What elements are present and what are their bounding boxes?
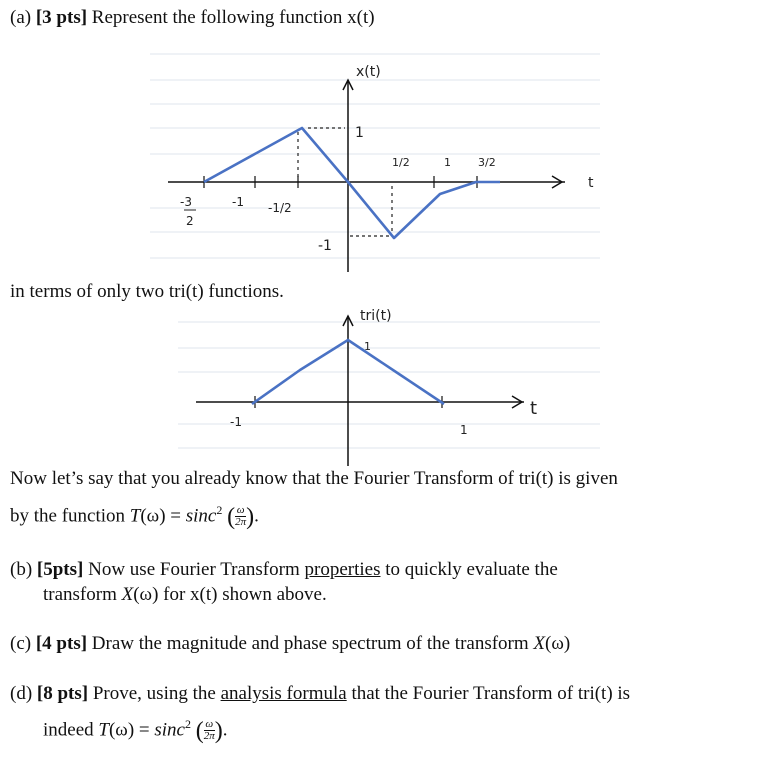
part-b-line1 [10, 558, 558, 582]
part-b-line2 [43, 583, 327, 607]
xt-tick-one: 1 [444, 156, 451, 169]
part-d-fraction: $\frac{\omega}{2\pi}$ [203, 718, 215, 743]
paragraph-omega: (ω) [140, 505, 166, 527]
paragraph-end: . [254, 505, 259, 527]
xt-tick-three-half: 3/2 [478, 156, 496, 169]
part-d-label: (d) [10, 683, 33, 704]
part-b-line2-suffix: for x(t) shown above. [158, 584, 327, 605]
part-d-omega: (ω) [108, 719, 135, 741]
part-c-points: [4 pts] [35, 633, 88, 654]
trit-axis-label: tri(t) [360, 308, 392, 324]
xt-tick-neg-half: -1/2 [268, 201, 292, 215]
part-d-end: . [222, 719, 228, 741]
part-d-T: T [98, 719, 109, 741]
between-text: in terms of only two tri(t) functions. [10, 281, 284, 302]
part-b-text2: to quickly evaluate the [380, 559, 558, 580]
part-b-label: (b) [10, 559, 33, 580]
part-c-X: X [533, 633, 546, 654]
part-d-line2-prefix: indeed [43, 719, 99, 741]
paragraph-fraction: $\frac{\omega}{2\pi}$ [235, 504, 247, 529]
part-d-exp: 2 [184, 717, 191, 731]
part-d-analysis-link[interactable]: analysis formula [220, 683, 347, 704]
part-b-omega: (ω) [133, 584, 159, 605]
part-b-points: [5pts] [36, 559, 84, 580]
xt-y-neg-label: -1 [318, 238, 332, 254]
part-d-line1 [10, 682, 630, 706]
part-a-points: [3 pts] [35, 7, 88, 28]
paragraph-T: T [129, 505, 141, 527]
part-d-points: [8 pts] [36, 683, 89, 704]
part-c-omega: (ω) [545, 633, 571, 654]
part-b-text1: Now use Fourier Transform [88, 559, 305, 580]
xt-axis-label: x(t) [356, 64, 381, 80]
trit-t-label: t [530, 398, 538, 419]
part-d-text2: that the Fourier Transform of tri(t) is [346, 683, 631, 704]
part-b-properties-link[interactable]: properties [304, 559, 381, 580]
part-a-text: Represent the following function x(t) [91, 7, 375, 28]
part-d-text1: Prove, using the [92, 683, 221, 704]
xt-tick-neg-32-den: 2 [186, 214, 194, 228]
xt-y-pos-label: 1 [355, 125, 364, 141]
xt-tick-neg-1: -1 [232, 195, 244, 209]
grid-lines-2 [178, 322, 600, 448]
paragraph-sinc: sinc [185, 505, 217, 527]
part-c-text: Draw the magnitude and phase spectrum of the transform [91, 633, 534, 654]
paragraph-eq: = [165, 505, 186, 527]
part-a-label: (a) [10, 7, 32, 28]
trit-y-pos-label: 1 [364, 340, 371, 353]
paragraph-line1: Now let’s say that you already know that the Fourier Transform of tri(t) is given [10, 468, 618, 489]
xt-t-label: t [588, 175, 594, 191]
xt-tick-half: 1/2 [392, 156, 410, 169]
trit-tick-pos: 1 [460, 423, 468, 437]
part-d-eq: = [134, 719, 155, 741]
trit-tick-neg: -1 [230, 415, 242, 429]
part-d-line2: indeed T(ω) = sinc$^2$ ( $\frac{\omega}{2\pi}$ ). [43, 717, 228, 744]
paragraph-exp: 2 [216, 503, 223, 517]
part-b-line2-prefix: transform [43, 584, 122, 605]
xt-tick-neg-32-num: -3 [180, 195, 192, 209]
part-c-prompt [10, 632, 570, 656]
part-c-label: (c) [10, 633, 32, 654]
part-b-X: X [121, 584, 134, 605]
paragraph-line2-prefix: by the function [10, 505, 130, 527]
paragraph-line2: by the function T(ω) = sinc$^2$ ( $\frac{\omega}{2\pi}$ ). [10, 503, 259, 530]
part-d-sinc: sinc [154, 719, 185, 741]
